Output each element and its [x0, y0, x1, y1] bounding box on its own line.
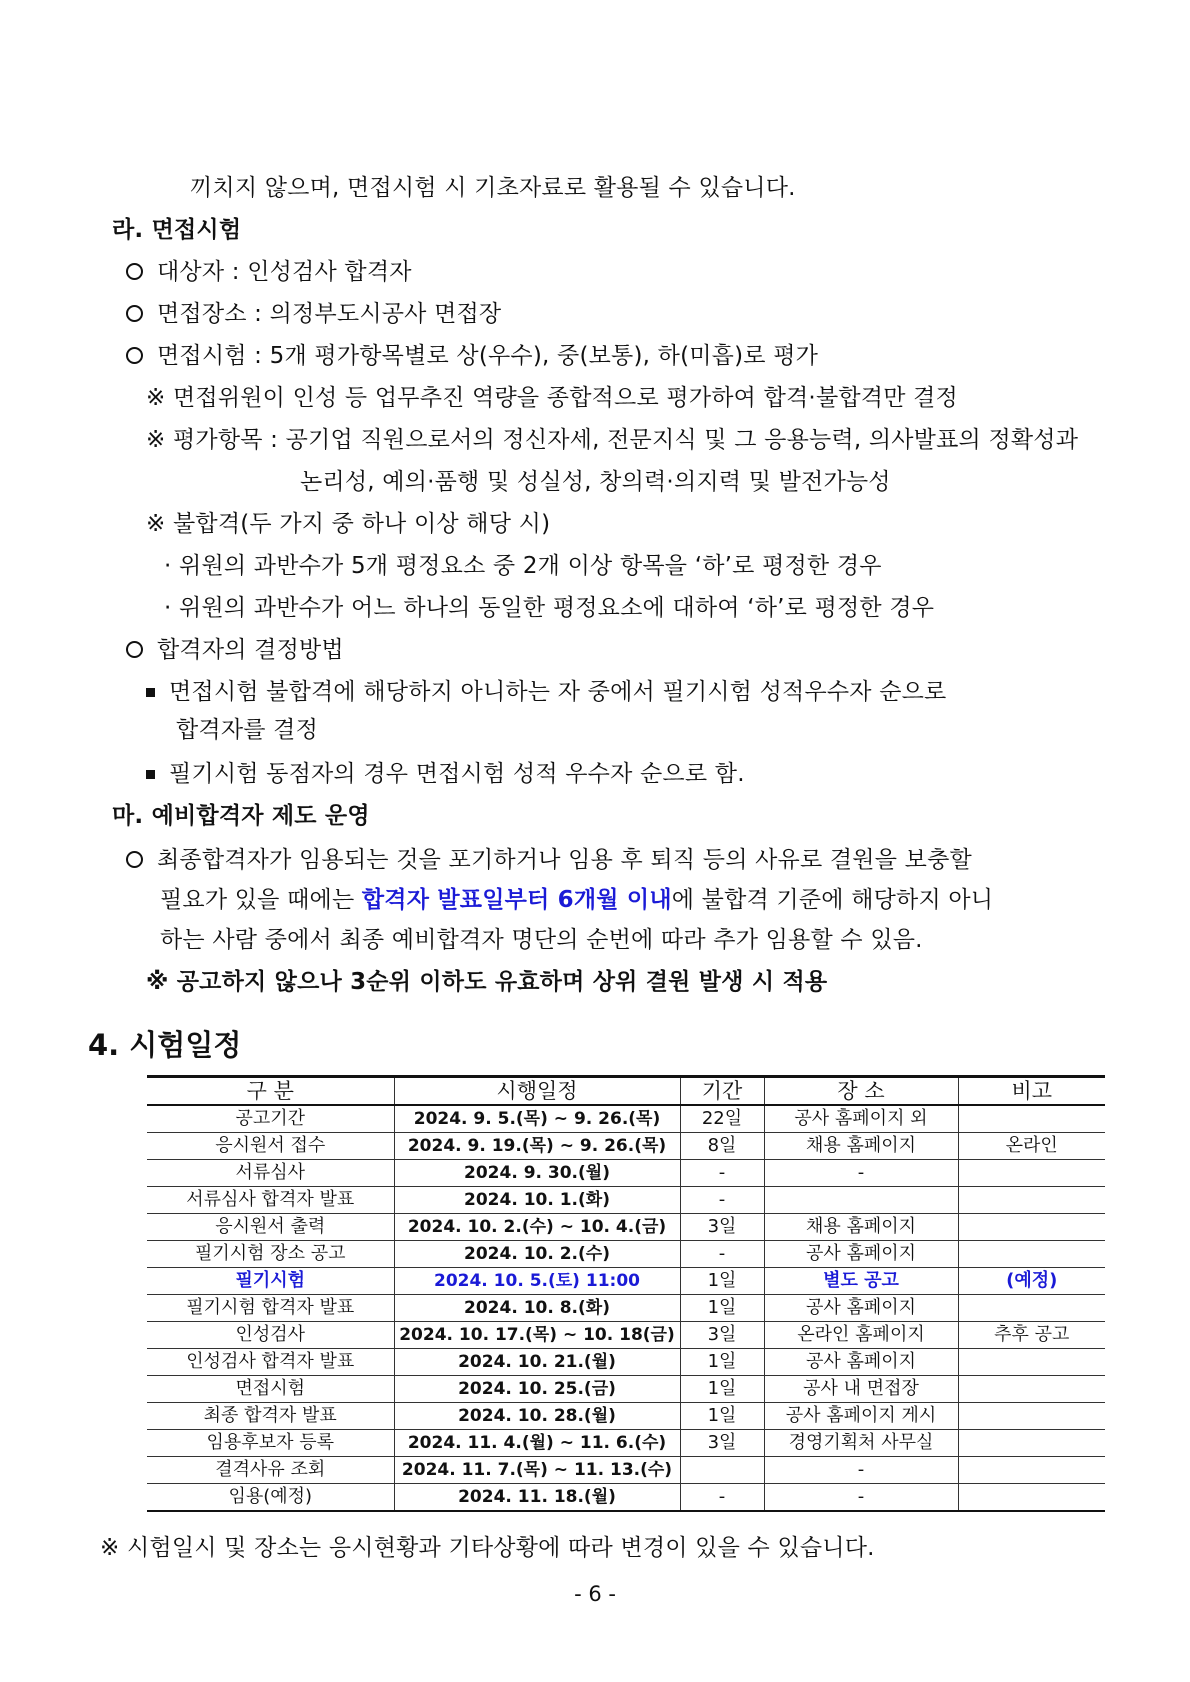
cell-note	[958, 1403, 1105, 1430]
cell-date: 2024. 10. 17.(목) ~ 10. 18(금)	[394, 1322, 680, 1349]
ra-note-1: ※ 면접위원이 인성 등 업무추진 역량을 종합적으로 평가하여 합격·불합격만 결정	[146, 385, 958, 411]
table-row	[147, 1105, 1105, 1133]
ma-item-1a	[126, 844, 972, 876]
circle-bullet-icon	[126, 641, 143, 658]
cell-date: 2024. 9. 30.(월)	[394, 1160, 680, 1187]
cell-date: 2024. 10. 2.(수)	[394, 1241, 680, 1268]
cell-date: 2024. 10. 25.(금)	[394, 1376, 680, 1403]
schedule-header-row	[147, 1077, 1105, 1106]
cell-date: 2024. 11. 4.(월) ~ 11. 6.(수)	[394, 1430, 680, 1457]
cell-place: 공사 홈페이지	[764, 1349, 958, 1376]
section-ma-heading: 마. 예비합격자 제도 운영	[112, 803, 370, 829]
cell-period: 1일	[680, 1268, 764, 1295]
cell-name: 서류심사	[147, 1160, 394, 1187]
cell-name: 최종 합격자 발표	[147, 1403, 394, 1430]
square-bullet-icon	[146, 770, 155, 779]
cell-note	[958, 1430, 1105, 1457]
footnote: ※ 시험일시 및 장소는 응시현황과 기타상황에 따라 변경이 있을 수 있습니다.	[100, 1535, 875, 1561]
table-row	[147, 1241, 1105, 1268]
cell-name: 필기시험 장소 공고	[147, 1241, 394, 1268]
cell-date: 2024. 10. 2.(수) ~ 10. 4.(금)	[394, 1214, 680, 1241]
cell-place: -	[764, 1160, 958, 1187]
cell-period	[680, 1457, 764, 1484]
table-row	[147, 1403, 1105, 1430]
table-row	[147, 1376, 1105, 1403]
table-row	[147, 1457, 1105, 1484]
table-row	[147, 1187, 1105, 1214]
table-row	[147, 1484, 1105, 1512]
cell-period: 3일	[680, 1322, 764, 1349]
ra-sub-1a-text: 면접시험 불합격에 해당하지 아니하는 자 중에서 필기시험 성적우수자 순으로	[169, 679, 947, 705]
cell-note	[958, 1105, 1105, 1133]
cell-name: 공고기간	[147, 1105, 394, 1133]
circle-bullet-icon	[126, 851, 143, 868]
cell-period: -	[680, 1160, 764, 1187]
cell-date: 2024. 10. 8.(화)	[394, 1295, 680, 1322]
ma-item-1a-text: 최종합격자가 임용되는 것을 포기하거나 임용 후 퇴직 등의 사유로 결원을 보충할	[157, 847, 972, 873]
cell-date: 2024. 10. 5.(토) 11:00	[394, 1268, 680, 1295]
ra-note-3-detail-2: · 위원의 과반수가 어느 하나의 동일한 평정요소에 대하여 ‘하’로 평정한 경우	[164, 595, 935, 621]
circle-bullet-icon	[126, 305, 143, 322]
cell-name: 임용후보자 등록	[147, 1430, 394, 1457]
cell-place: 공사 홈페이지	[764, 1241, 958, 1268]
cell-note: 추후 공고	[958, 1322, 1105, 1349]
ma-item-1b-pre: 필요가 있을 때에는	[160, 887, 362, 913]
cell-period: 3일	[680, 1430, 764, 1457]
ra-item-1-text: 대상자 : 인성검사 합격자	[157, 259, 412, 285]
table-row	[147, 1322, 1105, 1349]
header-category: 구 분	[147, 1077, 394, 1106]
cell-date: 2024. 11. 18.(월)	[394, 1484, 680, 1512]
ma-highlight-text: 합격자 발표일부터 6개월 이내	[361, 887, 672, 913]
cell-period: 8일	[680, 1133, 764, 1160]
ra-note-3: ※ 불합격(두 가지 중 하나 이상 해당 시)	[146, 511, 551, 537]
square-bullet-icon	[146, 688, 155, 697]
circle-bullet-icon	[126, 347, 143, 364]
ra-item-4	[126, 634, 344, 666]
header-period: 기간	[680, 1077, 764, 1106]
ra-item-4-text: 합격자의 결정방법	[157, 637, 344, 663]
cell-place: 채용 홈페이지	[764, 1214, 958, 1241]
cell-place: 공사 내 면접장	[764, 1376, 958, 1403]
ra-sub-2	[146, 758, 745, 790]
cell-place: -	[764, 1484, 958, 1512]
cell-date: 2024. 10. 1.(화)	[394, 1187, 680, 1214]
ma-item-1b-post: 에 불합격 기준에 해당하지 아니	[671, 887, 994, 913]
circle-bullet-icon	[126, 263, 143, 280]
ra-item-1	[126, 256, 412, 288]
cell-note	[958, 1214, 1105, 1241]
cell-period: 22일	[680, 1105, 764, 1133]
cell-place: 별도 공고	[764, 1268, 958, 1295]
cell-note	[958, 1295, 1105, 1322]
cell-period: 1일	[680, 1349, 764, 1376]
cell-place: 채용 홈페이지	[764, 1133, 958, 1160]
ma-note: ※ 공고하지 않으나 3순위 이하도 유효하며 상위 결원 발생 시 적용	[146, 969, 828, 995]
ra-item-3	[126, 340, 818, 372]
cell-name: 임용(예정)	[147, 1484, 394, 1512]
ra-item-2-text: 면접장소 : 의정부도시공사 면접장	[157, 301, 502, 327]
cell-period: -	[680, 1484, 764, 1512]
cell-place	[764, 1187, 958, 1214]
cell-note: (예정)	[958, 1268, 1105, 1295]
cell-place: 공사 홈페이지 외	[764, 1105, 958, 1133]
cell-place: 온라인 홈페이지	[764, 1322, 958, 1349]
cell-name: 응시원서 접수	[147, 1133, 394, 1160]
ra-note-2b: 논리성, 예의·품행 및 성실성, 창의력·의지력 및 발전가능성	[300, 469, 891, 495]
cell-name: 인성검사 합격자 발표	[147, 1349, 394, 1376]
cell-name: 결격사유 조회	[147, 1457, 394, 1484]
header-date: 시행일정	[394, 1077, 680, 1106]
cell-date: 2024. 9. 5.(목) ~ 9. 26.(목)	[394, 1105, 680, 1133]
cell-date: 2024. 10. 21.(월)	[394, 1349, 680, 1376]
cell-period: -	[680, 1241, 764, 1268]
cell-period: 3일	[680, 1214, 764, 1241]
ra-item-3-text: 면접시험 : 5개 평가항목별로 상(우수), 중(보통), 하(미흡)로 평가	[157, 343, 819, 369]
ra-sub-1a	[146, 676, 946, 708]
cell-name: 인성검사	[147, 1322, 394, 1349]
header-note: 비고	[958, 1077, 1105, 1106]
cell-name: 필기시험	[147, 1268, 394, 1295]
page-number: - 6 -	[574, 1582, 616, 1606]
cell-date: 2024. 11. 7.(목) ~ 11. 13.(수)	[394, 1457, 680, 1484]
table-row	[147, 1295, 1105, 1322]
ra-sub-1b: 합격자를 결정	[176, 717, 319, 743]
cell-note	[958, 1457, 1105, 1484]
cell-name: 필기시험 합격자 발표	[147, 1295, 394, 1322]
cell-period: 1일	[680, 1403, 764, 1430]
cell-place: 공사 홈페이지	[764, 1295, 958, 1322]
cell-period: -	[680, 1187, 764, 1214]
cell-note	[958, 1349, 1105, 1376]
cell-name: 서류심사 합격자 발표	[147, 1187, 394, 1214]
cell-place: 공사 홈페이지 게시	[764, 1403, 958, 1430]
table-row	[147, 1214, 1105, 1241]
ma-item-1c: 하는 사람 중에서 최종 예비합격자 명단의 순번에 따라 추가 임용할 수 있음.	[160, 927, 923, 953]
cell-name: 면접시험	[147, 1376, 394, 1403]
table-row	[147, 1160, 1105, 1187]
table-row	[147, 1133, 1105, 1160]
cell-note	[958, 1241, 1105, 1268]
ra-item-2	[126, 298, 501, 330]
cell-date: 2024. 10. 28.(월)	[394, 1403, 680, 1430]
table-row	[147, 1349, 1105, 1376]
continuation-text: 끼치지 않으며, 면접시험 시 기초자료로 활용될 수 있습니다.	[190, 175, 796, 201]
section-4-title: 4. 시험일정	[88, 1028, 242, 1062]
table-row-highlighted	[147, 1268, 1105, 1295]
cell-note	[958, 1376, 1105, 1403]
section-ra-heading: 라. 면접시험	[112, 217, 242, 243]
schedule-table	[147, 1075, 1105, 1512]
table-row	[147, 1430, 1105, 1457]
ma-item-1b	[160, 884, 993, 916]
cell-name: 응시원서 출력	[147, 1214, 394, 1241]
ra-note-2a: ※ 평가항목 : 공기업 직원으로서의 정신자세, 전문지식 및 그 응용능력, 의사발표의 정확성과	[146, 427, 1079, 453]
ra-sub-2-text: 필기시험 동점자의 경우 면접시험 성적 우수자 순으로 함.	[169, 761, 745, 787]
cell-note: 온라인	[958, 1133, 1105, 1160]
cell-place: 경영기획처 사무실	[764, 1430, 958, 1457]
cell-note	[958, 1160, 1105, 1187]
header-place: 장 소	[764, 1077, 958, 1106]
cell-place: -	[764, 1457, 958, 1484]
cell-note	[958, 1484, 1105, 1512]
ra-note-3-detail-1: · 위원의 과반수가 5개 평정요소 중 2개 이상 항목을 ‘하’로 평정한 경우	[164, 553, 882, 579]
cell-period: 1일	[680, 1295, 764, 1322]
cell-period: 1일	[680, 1376, 764, 1403]
cell-date: 2024. 9. 19.(목) ~ 9. 26.(목)	[394, 1133, 680, 1160]
cell-note	[958, 1187, 1105, 1214]
